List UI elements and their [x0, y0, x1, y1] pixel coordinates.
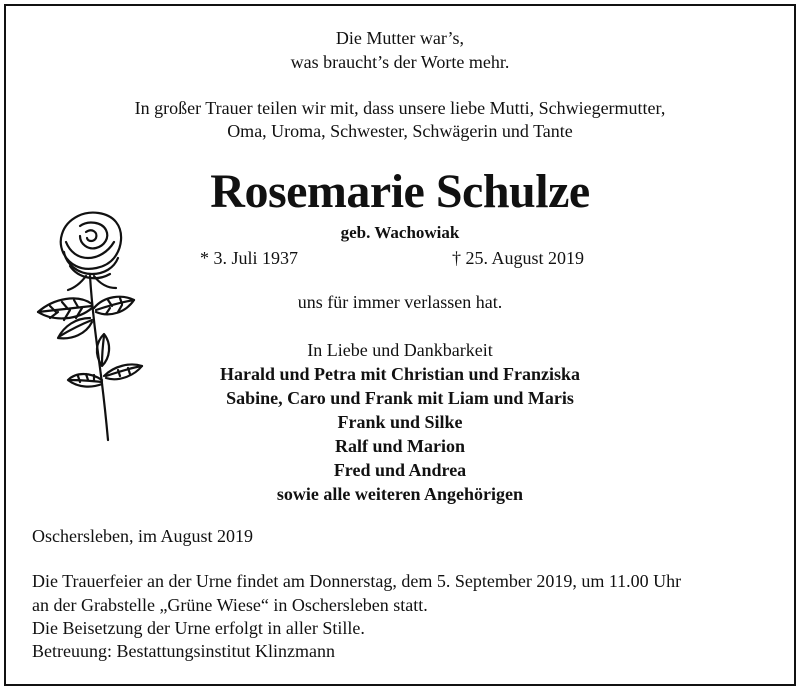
mourner-line: Fred und Andrea — [333, 460, 467, 480]
deceased-name: Rosemarie Schulze — [210, 165, 590, 218]
maiden-name: geb. Wachowiak — [340, 223, 460, 242]
birth-date: * 3. Juli 1937 — [200, 248, 299, 268]
quote-line-2: was braucht’s der Worte mehr. — [290, 52, 510, 72]
funeral-line: Die Trauerfeier an der Urne findet am Donnerstag, dem 5. September 2019, um 11.00 Uhr — [32, 571, 682, 591]
mourner-line: Sabine, Caro und Frank mit Liam und Maris — [226, 388, 574, 408]
mourner-line: sowie alle weiteren Angehörigen — [276, 484, 524, 504]
mourners-heading: In Liebe und Dankbarkeit — [307, 340, 493, 360]
funeral-line: Betreuung: Bestattungsinstitut Klinzmann — [32, 641, 335, 661]
mourner-line: Frank und Silke — [337, 412, 463, 432]
intro-line-1: In großer Trauer teilen wir mit, dass unsere liebe Mutti, Schwiegermutter, — [134, 98, 666, 118]
death-date: † 25. August 2019 — [452, 248, 585, 268]
mourner-line: Harald und Petra mit Christian und Franziska — [219, 364, 581, 384]
departed-text: uns für immer verlassen hat. — [297, 292, 503, 312]
intro-line-2: Oma, Uroma, Schwester, Schwägerin und Tante — [227, 121, 573, 141]
place-date: Oschersleben, im August 2019 — [32, 526, 253, 546]
funeral-line: an der Grabstelle „Grüne Wiese“ in Oschersleben statt. — [32, 595, 428, 615]
funeral-line: Die Beisetzung der Urne erfolgt in aller Stille. — [32, 618, 365, 638]
quote-line-1: Die Mutter war’s, — [335, 28, 465, 48]
mourner-line: Ralf und Marion — [334, 436, 466, 456]
rose-icon — [30, 208, 160, 448]
